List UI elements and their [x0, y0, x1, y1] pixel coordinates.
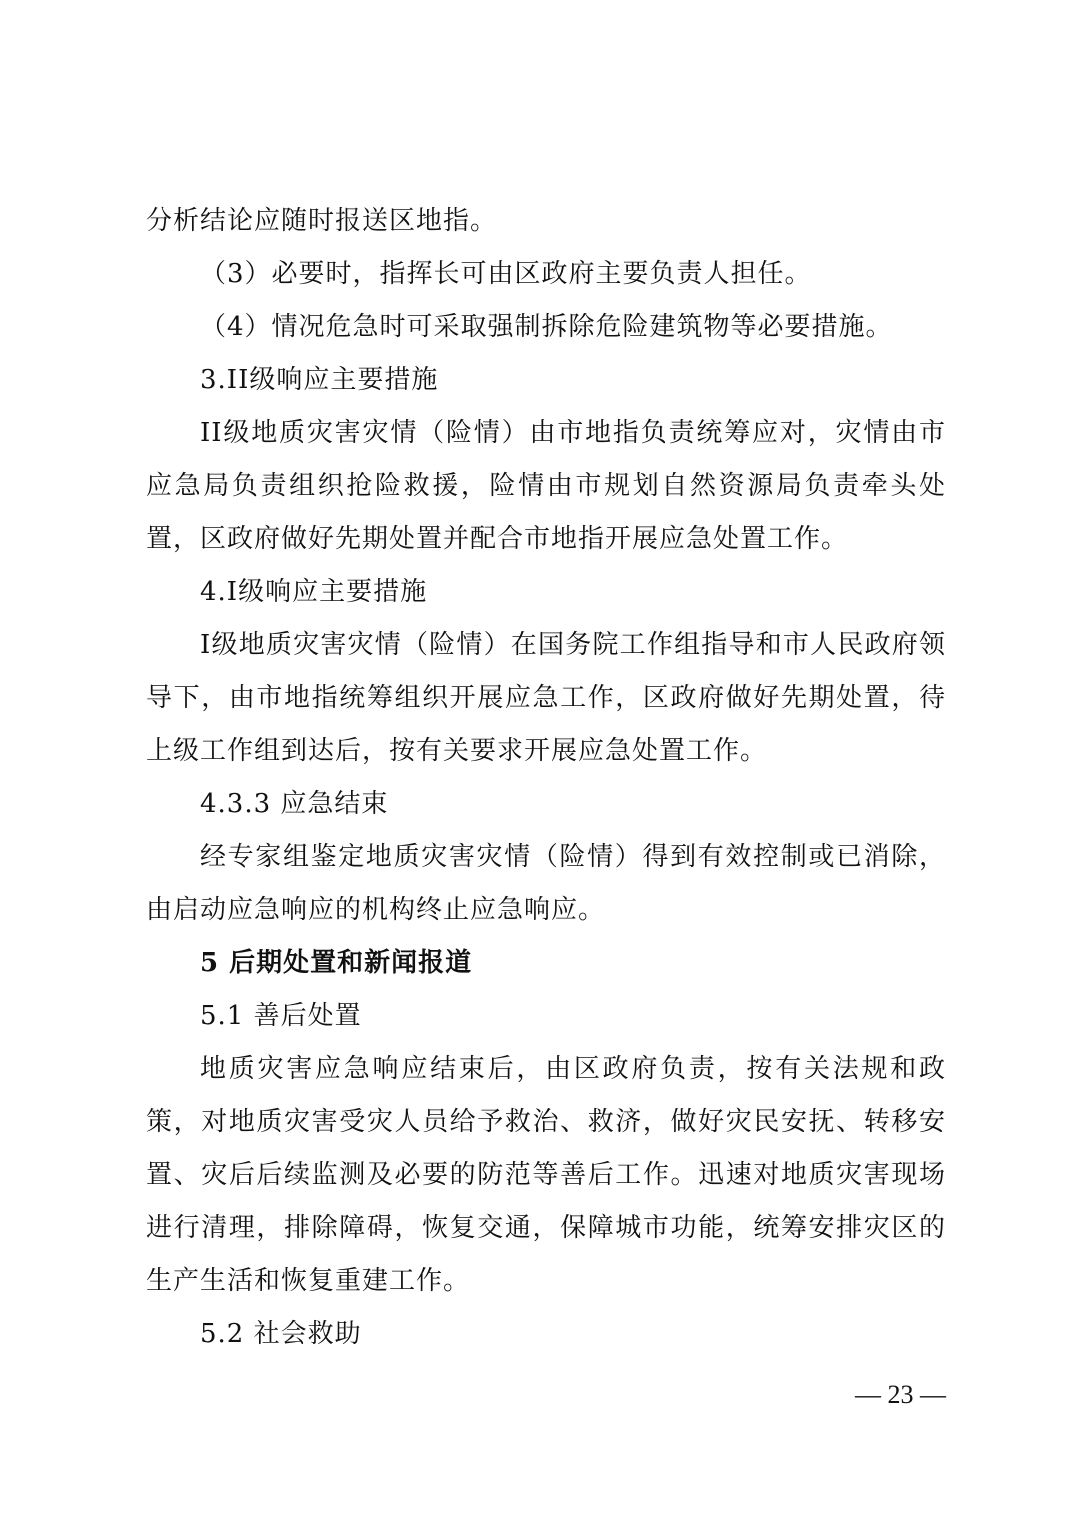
- heading-aftermath: 5.1 善后处置: [200, 1001, 362, 1031]
- paragraph-level-1-response: I级地质灾害灾情（险情）在国务院工作组指导和市人民政府领导下，由市地指统筹组织开展应急工作，区政府做好先期处置，待上级工作组到达后，按有关要求开展应急处置工作。: [146, 630, 946, 766]
- document-body: [146, 195, 946, 1361]
- paragraph-item-3: （3）必要时，指挥长可由区政府主要负责人担任。: [200, 259, 812, 289]
- page-number: — 23 —: [855, 1380, 946, 1409]
- heading-social-assistance: 5.2 社会救助: [200, 1319, 362, 1349]
- paragraph-emergency-end: 经专家组鉴定地质灾害灾情（险情）得到有效控制或已消除，由启动应急响应的机构终止应急响应。: [146, 842, 946, 925]
- paragraph-report-conclusion: 分析结论应随时报送区地指。: [146, 206, 498, 236]
- heading-emergency-end: 4.3.3 应急结束: [200, 789, 389, 819]
- heading-section-5: 5 后期处置和新闻报道: [200, 948, 473, 978]
- paragraph-level-2-response: II级地质灾害灾情（险情）由市地指负责统筹应对，灾情由市应急局负责组织抢险救援，险情由市规划自然资源局负责牵头处置，区政府做好先期处置并配合市地指开展应急处置工作。: [146, 418, 946, 554]
- heading-level-2-response: 3.II级响应主要措施: [200, 365, 439, 395]
- paragraph-aftermath: 地质灾害应急响应结束后，由区政府负责，按有关法规和政策，对地质灾害受灾人员给予救治、救济，做好灾民安抚、转移安置、灾后后续监测及必要的防范等善后工作。迅速对地质灾害现场进行清理，排除障碍，恢复交通，保障城市功能，统筹安排灾区的生产生活和恢复重建工作。: [146, 1054, 946, 1296]
- paragraph-item-4: （4）情况危急时可采取强制拆除危险建筑物等必要措施。: [200, 312, 893, 342]
- heading-level-1-response: 4.I级响应主要措施: [200, 577, 428, 607]
